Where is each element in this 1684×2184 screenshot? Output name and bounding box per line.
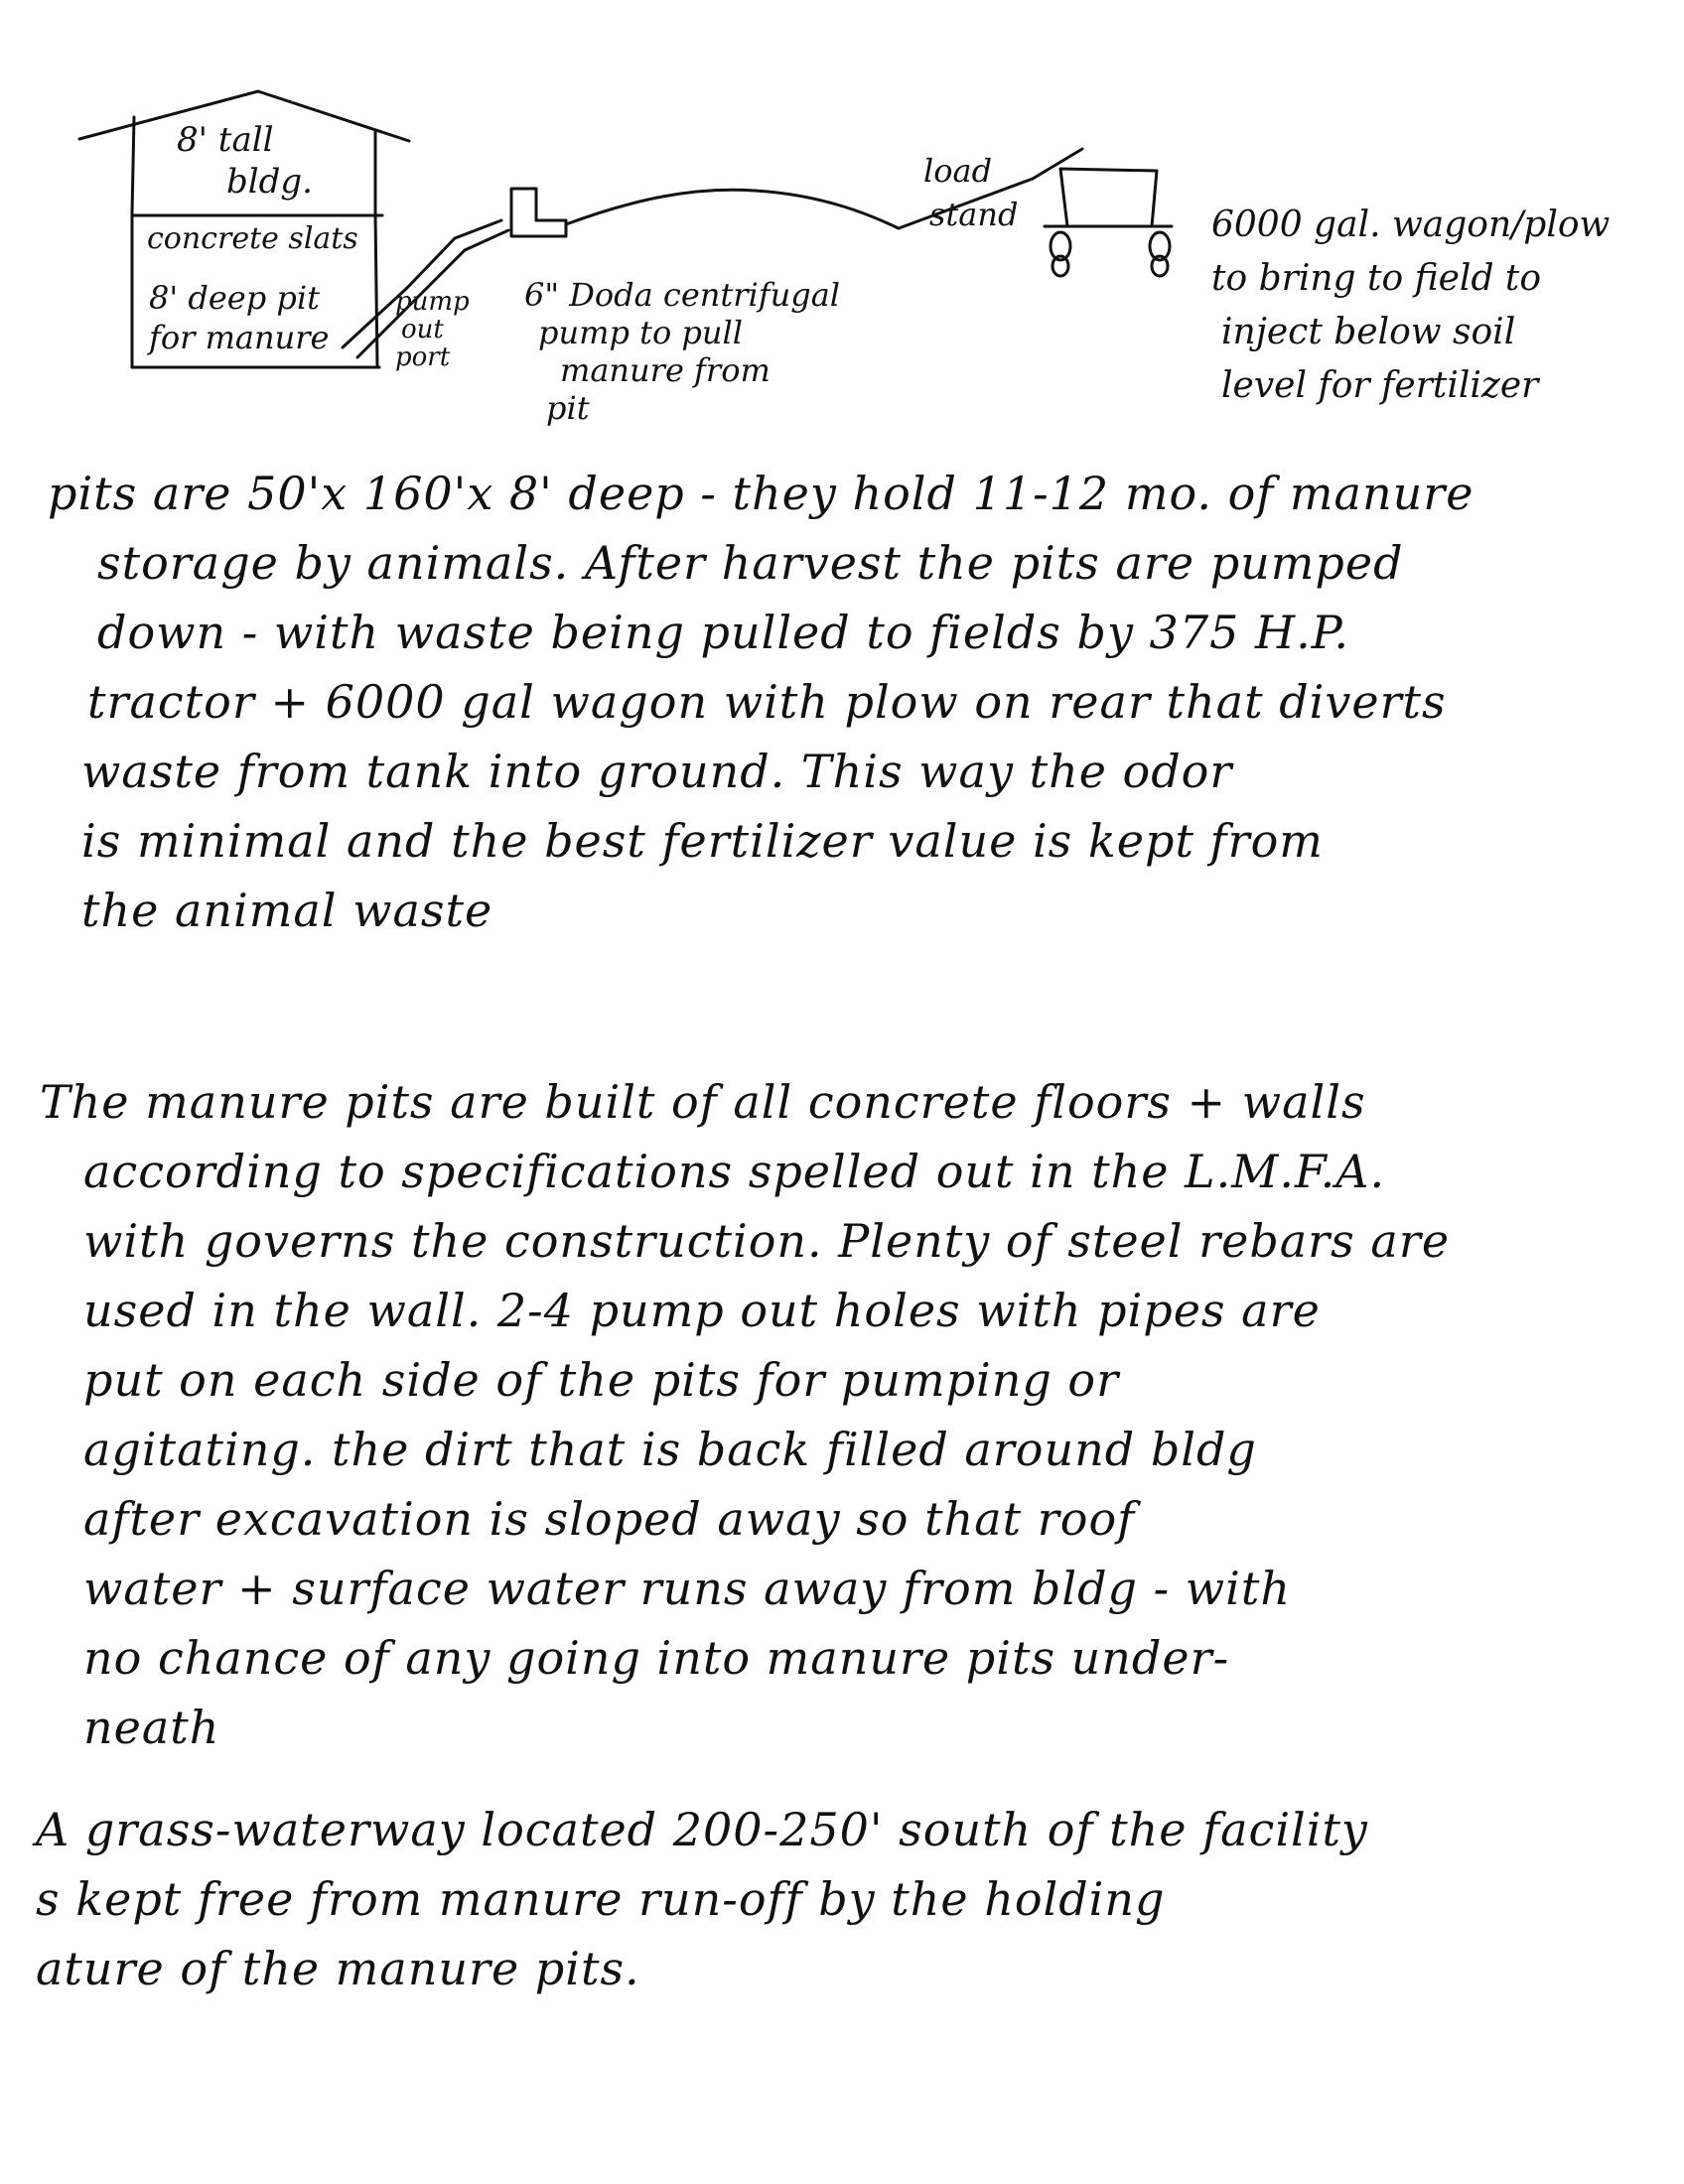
wagon-label-line4: level for fertilizer bbox=[1221, 365, 1539, 406]
ground-hill bbox=[566, 190, 899, 228]
paragraph-line: put on each side of the pits for pumping or bbox=[83, 1353, 1120, 1407]
paragraph-line: is minimal and the best fertilizer value is kept from bbox=[81, 814, 1324, 868]
pump-label-line4: pit bbox=[546, 389, 590, 427]
load-stand-line1: load bbox=[923, 152, 993, 190]
paragraph-line: The manure pits are built of all concrete floors + walls bbox=[40, 1075, 1366, 1129]
paragraph-line: ature of the manure pits. bbox=[36, 1942, 640, 1995]
slats-label: concrete slats bbox=[147, 221, 358, 256]
pump-shape bbox=[511, 189, 566, 236]
paragraph-line: with governs the construction. Plenty of steel rebars are bbox=[83, 1214, 1451, 1268]
pit-label-line2: for manure bbox=[149, 319, 330, 356]
paragraph-line: A grass-waterway located 200-250' south of the facility bbox=[36, 1803, 1368, 1856]
paragraph-pit-construction bbox=[40, 1067, 1450, 1762]
building-label bbox=[177, 119, 313, 203]
paragraph-line: water + surface water runs away from bldg - with bbox=[83, 1562, 1291, 1615]
pump-label-line2: pump to pull bbox=[538, 314, 743, 351]
port-label bbox=[395, 288, 470, 371]
wagon-body bbox=[1060, 169, 1157, 226]
paragraph-line: used in the wall. 2-4 pump out holes with pipes are bbox=[83, 1284, 1321, 1337]
wagon-label-line2: to bring to field to bbox=[1211, 258, 1542, 299]
pump-label-line1: 6" Doda centrifugal bbox=[524, 276, 841, 314]
port-label-line2: out bbox=[401, 315, 444, 344]
paragraph-line: s kept free from manure run-off by the holding bbox=[36, 1872, 1166, 1926]
paragraph-line: the animal waste bbox=[81, 884, 493, 937]
load-stand-line2: stand bbox=[929, 196, 1019, 233]
paragraph-line: storage by animals. After harvest the pits are pumped bbox=[97, 536, 1404, 590]
wagon-label bbox=[1211, 199, 1610, 413]
port-label-line1: pump bbox=[395, 287, 470, 317]
paragraph-pit-storage bbox=[48, 459, 1474, 945]
paragraph-line: neath bbox=[83, 1701, 220, 1754]
paragraph-line: pits are 50'x 160'x 8' deep - they hold 11-12 mo. of manure bbox=[48, 467, 1474, 520]
paragraph-line: tractor + 6000 gal wagon with plow on rear that diverts bbox=[87, 675, 1447, 729]
pit-label-line1: 8' deep pit bbox=[149, 279, 320, 317]
paragraph-line: agitating. the dirt that is back filled around bldg bbox=[83, 1423, 1257, 1476]
paragraph-line: down - with waste being pulled to fields by 375 H.P. bbox=[97, 606, 1349, 659]
pit-label bbox=[149, 278, 329, 357]
port-label-line3: port bbox=[395, 342, 451, 372]
wagon-label-line1: 6000 gal. wagon/plow bbox=[1211, 205, 1611, 245]
paragraph-line: after excavation is sloped away so that roof bbox=[83, 1492, 1136, 1546]
paragraph-line: no chance of any going into manure pits under- bbox=[83, 1631, 1230, 1685]
pump-label bbox=[524, 276, 840, 427]
building-label-line2: bldg. bbox=[226, 162, 313, 202]
pump-label-line3: manure from bbox=[560, 351, 771, 389]
paragraph-line: according to specifications spelled out in the L.M.F.A. bbox=[83, 1145, 1386, 1198]
load-stand-label bbox=[923, 149, 1018, 236]
wagon-label-line3: inject below soil bbox=[1221, 312, 1516, 352]
building-label-line1: 8' tall bbox=[177, 120, 274, 160]
paragraph-line: waste from tank into ground. This way the odor bbox=[81, 745, 1233, 798]
paragraph-grass-waterway bbox=[36, 1795, 1368, 2003]
